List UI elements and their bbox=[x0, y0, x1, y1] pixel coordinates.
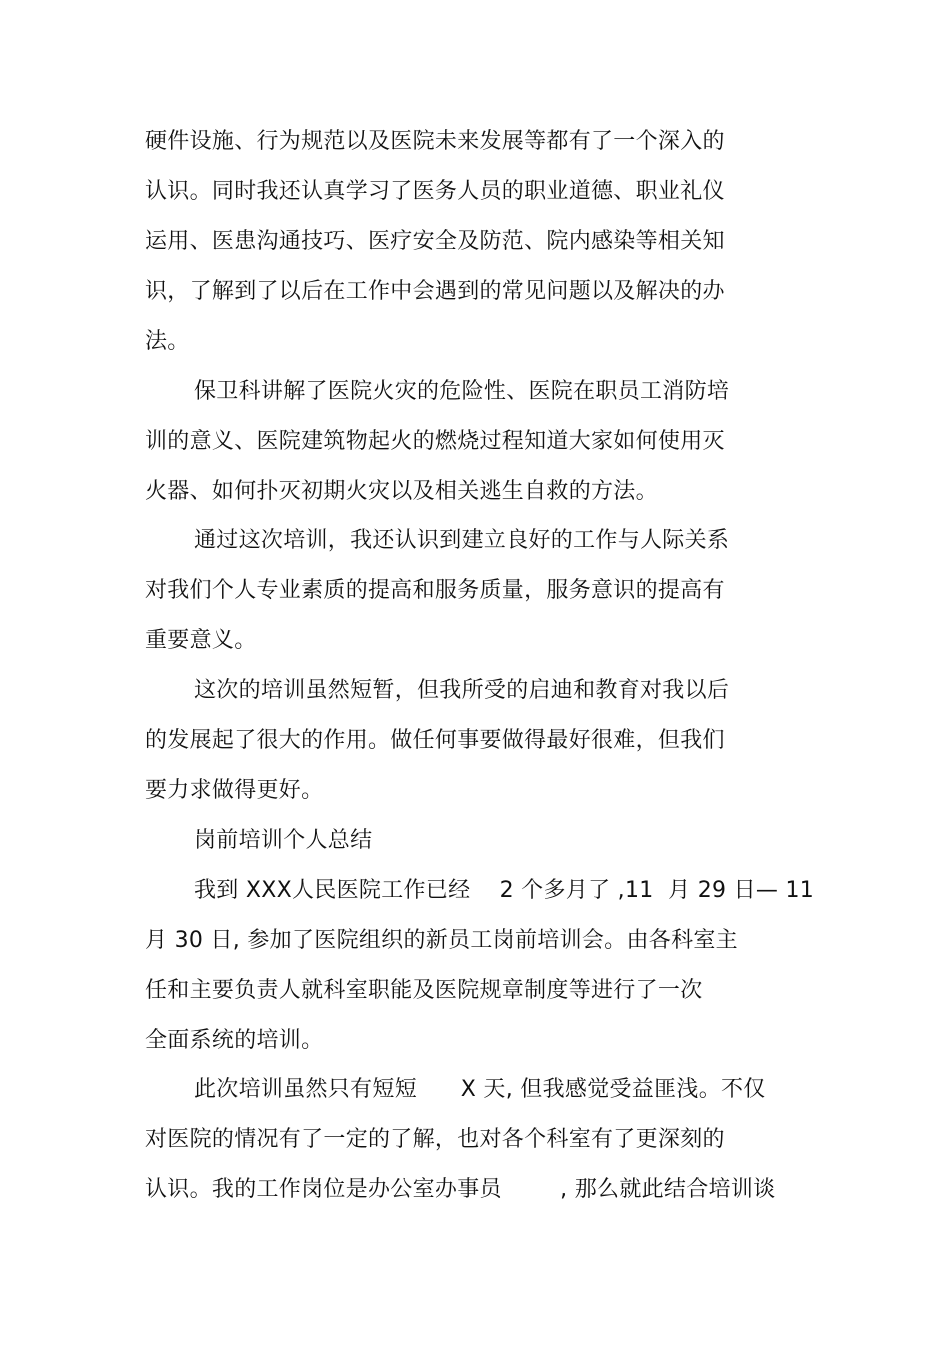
paragraph-line: 通过这次培训，我还认识到建立良好的工作与人际关系 bbox=[194, 528, 730, 553]
section-heading: 岗前培训个人总结 bbox=[194, 828, 373, 853]
paragraph-line: 保卫科讲解了医院火灾的危险性、医院在职员工消防培 bbox=[194, 379, 730, 404]
paragraph-line: 任和主要负责人就科室职能及医院规章制度等进行了一次 bbox=[145, 978, 703, 1003]
paragraph-line: 对医院的情况有了一定的了解，也对各个科室有了更深刻的 bbox=[145, 1127, 725, 1152]
paragraph-line: 识，了解到了以后在工作中会遇到的常见问题以及解决的办 bbox=[145, 279, 725, 304]
paragraph-line: 全面系统的培训。 bbox=[145, 1028, 324, 1053]
paragraph-line: 这次的培训虽然短暂，但我所受的启迪和教育对我以后 bbox=[194, 678, 730, 703]
paragraph-line: 训的意义、医院建筑物起火的燃烧过程知道大家如何使用灭 bbox=[145, 429, 725, 454]
paragraph-line: 要力求做得更好。 bbox=[145, 778, 324, 803]
paragraph-line: 重要意义。 bbox=[145, 628, 257, 653]
paragraph-line: 认识。我的工作岗位是办公室办事员 , 那么就此结合培训谈 bbox=[145, 1177, 776, 1202]
paragraph-line: 此次培训虽然只有短短 X 天, 但我感觉受益匪浅。不仅 bbox=[194, 1077, 766, 1102]
paragraph-line: 运用、医患沟通技巧、医疗安全及防范、院内感染等相关知 bbox=[145, 229, 725, 254]
paragraph-line: 月 30 日, 参加了医院组织的新员工岗前培训会。由各科室主 bbox=[145, 928, 738, 953]
paragraph-line: 我到 XXX人民医院工作已经 2 个多月了 ,11 月 29 日— 11 bbox=[194, 878, 815, 903]
paragraph-line: 硬件设施、行为规范以及医院未来发展等都有了一个深入的 bbox=[145, 129, 725, 154]
paragraph-line: 对我们个人专业素质的提高和服务质量，服务意识的提高有 bbox=[145, 578, 725, 603]
paragraph-line: 火器、如何扑灭初期火灾以及相关逃生自救的方法。 bbox=[145, 479, 658, 504]
paragraph-line: 的发展起了很大的作用。做任何事要做得最好很难，但我们 bbox=[145, 728, 725, 753]
paragraph-line: 认识。同时我还认真学习了医务人员的职业道德、职业礼仪 bbox=[145, 179, 725, 204]
paragraph-line: 法。 bbox=[145, 329, 190, 354]
